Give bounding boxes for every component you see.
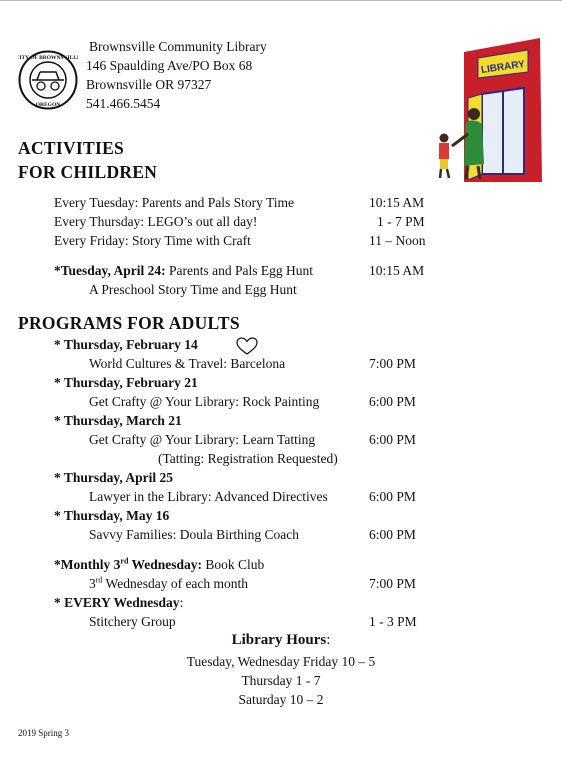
program-title: Savvy Families: Doula Birthing Coach [89, 527, 299, 542]
footer-page-label: 2019 Spring 3 [18, 728, 70, 738]
special-event-title: Parents and Pals Egg Hunt [165, 263, 314, 278]
library-door-illustration [428, 34, 546, 182]
top-rule [0, 0, 562, 1]
library-hours-line: Thursday 1 - 7 [241, 673, 321, 688]
address-line-1: 146 Spaulding Ave/PO Box 68 [86, 58, 253, 73]
library-hours-line: Saturday 10 – 2 [238, 692, 324, 707]
monthly-event-time: 7:00 PM [369, 576, 416, 591]
children-activity-time: 11 – Noon [369, 233, 426, 248]
address-line-2: Brownsville OR 97327 [86, 77, 212, 92]
children-activity-time: 1 - 7 PM [377, 214, 425, 229]
program-note: (Tatting: Registration Requested) [158, 451, 338, 466]
library-name: Brownsville Community Library [89, 39, 267, 54]
program-date: * Thursday, April 25 [54, 470, 174, 485]
weekly-adult-event-date: * EVERY Wednesday [54, 595, 180, 610]
library-hours-line: Tuesday, Wednesday Friday 10 – 5 [186, 654, 376, 669]
svg-text:CITY OF BROWNSVILLE: CITY OF BROWNSVILLE [18, 55, 78, 61]
program-date: * Thursday, February 21 [54, 375, 198, 390]
heart-icon [236, 337, 258, 356]
program-date: * Thursday, February 14 [54, 337, 198, 352]
program-date: * Thursday, March 21 [54, 413, 182, 428]
program-time: 6:00 PM [369, 394, 416, 409]
program-title: Get Crafty @ Your Library: Rock Painting [89, 394, 320, 409]
monthly-event-title: Book Club [202, 557, 265, 572]
weekly-adult-event-time: 1 - 3 PM [369, 614, 417, 629]
program-date: * Thursday, May 16 [54, 508, 170, 523]
program-title: Lawyer in the Library: Advanced Directives [89, 489, 328, 504]
children-activity-label: Every Friday: Story Time with Craft [54, 233, 251, 248]
monthly-event-subtitle: 3rd Wednesday of each month [89, 575, 249, 591]
monthly-event-date: *Monthly 3rd Wednesday: [54, 556, 203, 572]
program-title: Get Crafty @ Your Library: Learn Tatting [89, 432, 316, 447]
library-hours-heading: Library Hours: [231, 632, 331, 648]
special-event-date: *Tuesday, April 24: [54, 263, 166, 278]
program-time: 6:00 PM [369, 489, 416, 504]
weekly-adult-event-line: * EVERY Wednesday: [54, 595, 184, 610]
program-time: 6:00 PM [369, 432, 416, 447]
adults-heading: PROGRAMS FOR ADULTS [18, 313, 240, 333]
children-heading-line2: FOR CHILDREN [18, 162, 158, 182]
program-time: 6:00 PM [369, 527, 416, 542]
program-time: 7:00 PM [369, 356, 416, 371]
children-activity-label: Every Tuesday: Parents and Pals Story Time [54, 195, 295, 210]
special-event-subtitle: A Preschool Story Time and Egg Hunt [89, 282, 297, 297]
phone-number: 541.466.5454 [86, 96, 161, 111]
children-heading-line1: ACTIVITIES [18, 138, 125, 158]
svg-text:LIBRARY: LIBRARY [480, 58, 526, 77]
svg-text:OREGON: OREGON [35, 102, 61, 108]
city-seal-logo [18, 50, 78, 110]
weekly-adult-event-title: Stitchery Group [89, 614, 176, 629]
children-activity-time: 10:15 AM [369, 195, 425, 210]
children-activity-label: Every Thursday: LEGO’s out all day! [54, 214, 258, 229]
special-event-line [54, 263, 313, 279]
program-title: World Cultures & Travel: Barcelona [89, 356, 286, 371]
monthly-event-line [54, 557, 264, 573]
special-event-time: 10:15 AM [369, 263, 425, 278]
